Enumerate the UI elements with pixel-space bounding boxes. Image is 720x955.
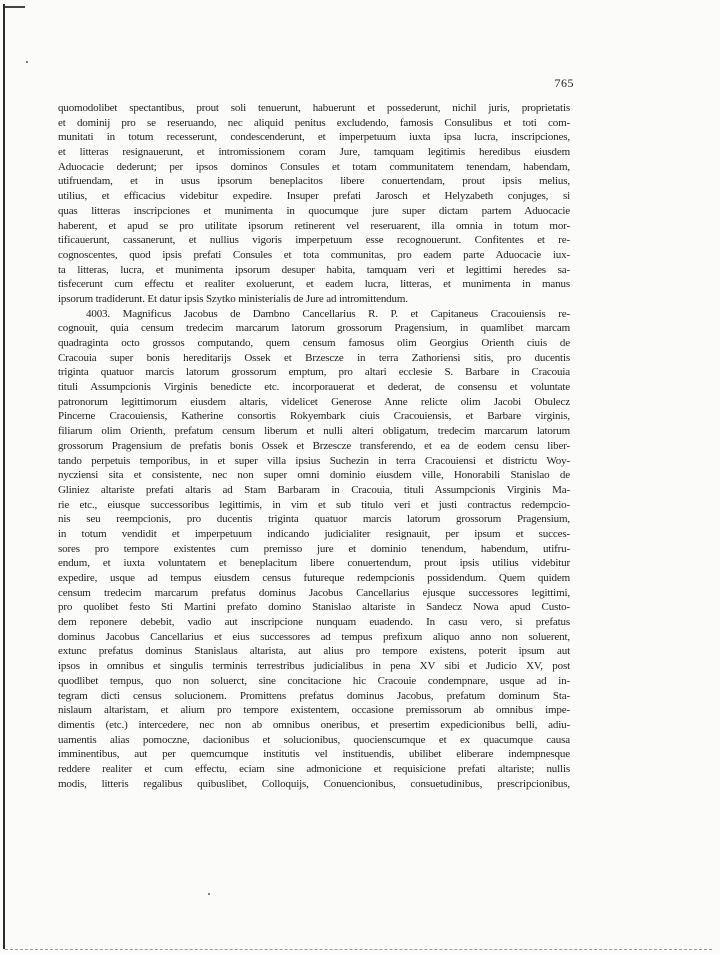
text-line: tegram dicti census solucionem. Promittens prefatus dominus Jacobus, prefatum dominum Sta- [58,689,570,702]
text-line: dem reponere debebit, vadio aut inscripcione nunquam euadendo. In casu vero, si prefatus [58,616,570,629]
text-line: patronorum legittimorum eiusdem altaris, videlicet Generose Anne relicte olim Jacobi Obulecz [58,395,570,408]
text-line: expedire, usque ad tempus eiusdem census futureque redempcionis possidendum. Quem quidem [58,572,570,584]
text-line: Cracouia super bonis hereditarijs Ossek et Brzescze in terra Zathoriensi sitis, pro ducentis [58,351,570,364]
text-line: filiarum olim Orienth, prefatum censum liberum et nulli alteri obligatum, tredecim marcarum latorum [58,425,570,438]
text-line: rie etc., eiusque successoribus legittimis, in vim et sub titulo veri et justi contractus redempcio- [58,498,570,511]
entry-start-line: 4003. Magnificus Jacobus de Dambno Cancellarius R. P. et Capitaneus Cracouiensis re- [86,307,570,320]
body-text [58,101,570,791]
text-line: grossorum Pragensium de prefatis bonis Ossek et Brzescze transferendo, et ea de eodem censu liber- [58,439,570,452]
text-line: quomodolibet spectantibus, prout soli tenuerunt, habuerunt et possederunt, nichil juris, proprietatis [58,102,570,114]
text-line: modis, litteris regalibus quibuslibet, Colloquijs, Conuencionibus, consuetudinibus, prescripcionibus, [58,777,570,790]
text-line: utilius, et efficacius videbitur expedire. Insuper prefati Jarosch et Helyzabeth conjuges, si [58,190,570,203]
text-line: tificauerunt, cassanerunt, et nullius vigoris imperpetuum esse recognouerunt. Confitentes et re- [58,234,570,247]
text-line: Pincerne Cracouiensis, Katherine consortis Rokyembark ciuis Cracouiensis, et Barbare virginis, [58,410,570,423]
text-line: et dominij pro se reseruando, nec aliquid penitus excludendo, famosis Consulibus et toti com- [58,116,570,129]
text-line: triginta quatuor marcis latorum grossorum emptum, pro altari ecclesie S. Barbare in Cracouia [58,366,570,379]
text-line: uamentis alias pomoczne, dacionibus et solucionibus, quocienscumque et ex quacumque causa [58,733,570,746]
text-line: sores pro tempore existentes cum premisso jure et dominio tenendum, habendum, utifru- [58,542,570,555]
text-line: dominus Jacobus Cancellarius et eius successores ad tempus prefixum aliquo anno non soluerent, [58,630,570,643]
text-line: cognoscentes, quod ipsis prefati Consules et tota communitas, pro eadem parte Aduocacie iux- [58,248,570,261]
text-line: censum tredecim marcarum prefatus dominus Jacobus Cancellarius ejusque successores legittimi, [58,586,570,599]
text-line: quodlibet tempus, quo non soluerct, sine concitacione hic Cracouie condempnare, usque ad in- [58,674,570,687]
text-line: pro quolibet festo Sti Martini prefato domino Stanislao altariste in Sandecz Nowa apud Custo- [58,601,570,614]
text-line: quadraginta octo grossos computando, quem censum famosus olim Georgius Orienth ciuis de [58,337,570,349]
text-line: ipsorum tradiderunt. Et datur ipsis Szytko ministerialis de Jure ad intromittendum. [58,292,408,305]
text-line: munitati in totum recesserunt, condescenderunt, et imperpetuum iuxta ipsa lucra, inscripciones, [58,131,570,144]
text-line: in totum vendidit et imperpetuum indicando judicialiter resignauit, per ipsum et succes- [58,527,570,540]
text-line: nis seu reempcionis, pro ducentis triginta quatuor marcis latorum grossorum Pragensium, [58,513,570,526]
text-line: tando perpetuis temporibus, in et super villa ipsius Suchezin in terra Cracouiensi et districtu Woy- [58,454,570,467]
text-line: utifruendam, et in usus ipsorum beneplacitos libere conuertendam, prout ipsis melius, [58,175,570,188]
page-number: 765 [554,76,574,90]
scan-speck [26,61,28,63]
text-line: reddere realiter et cum effectu, eciam sine admonicione et requisicione prefati altariste; nullis [58,762,570,775]
text-line: haberent, et apud se pro utilitate ipsorum retinerent vel reseruarent, illa omnia in totum mor- [58,219,570,232]
text-line: dimentis (etc.) intercedere, nec non ab omnibus oneribus, et presertim expedicionibus belli, adiu- [58,718,570,731]
text-line: tituli Assumpcionis Virginis benedicte etc. incorporauerat et dederat, de consensu et voluntate [58,381,570,394]
text-line: Gliniez altariste prefati altaris ad Stam Barbaram in Cracouia, tituli Assumpcionis Virginis Ma- [58,483,570,496]
page-left-edge [3,4,5,949]
text-line: tisfecerunt cum effectu et realiter exoluerunt, et eadem lucra, litteras, et munimenta in manus [58,278,570,291]
text-line: nycziensi sita et consistente, nec non super omni dominio eiusdem ville, Honorabili Stanislao de [58,469,570,482]
page-bottom-edge [5,949,712,951]
text-line: nislaum altaristam, et alium pro tempore existentem, occasione premissorum ab omnibus impe- [58,704,570,717]
text-line: ta litteras, lucra, et munimenta ipsorum desuper habita, tamquam veri et legittimi heredes sa- [58,263,570,276]
text-line: Aduocacie dederunt; per ipsos dominos Consules et totam communitatem tenendam, habendam, [58,160,570,173]
scan-speck [208,893,210,895]
text-line: et litteras resignauerunt, et intromissionem coram Jure, tamquam legitimis heredibus eiusdem [58,146,570,159]
text-line: endum, et iuxta voluntatem et beneplacitum libere conuertendum, prout ipsis utilius videbitur [58,557,570,570]
text-line: quas litteras inscripciones et munimenta in quocumque jure super dictam partem Aduocacie [58,204,570,217]
text-line: ipsos in omnibus et singulis terminis terrestribus judicialibus in pena XV sibi et Judicio XV, post [58,660,570,673]
text-line: imminentibus, aut per quemcumque institutis vel instituendis, ubilibet eliberare indempnesque [58,748,570,761]
page-top-mark [5,6,25,8]
text-line: extunc prefatus dominus Stanislaus altarista, aut alius pro tempore existens, poterit ipsum aut [58,645,570,658]
text-line: cognouit, quia censum tredecim marcarum latorum grossorum Pragensium, in quamlibet marcam [58,322,570,335]
